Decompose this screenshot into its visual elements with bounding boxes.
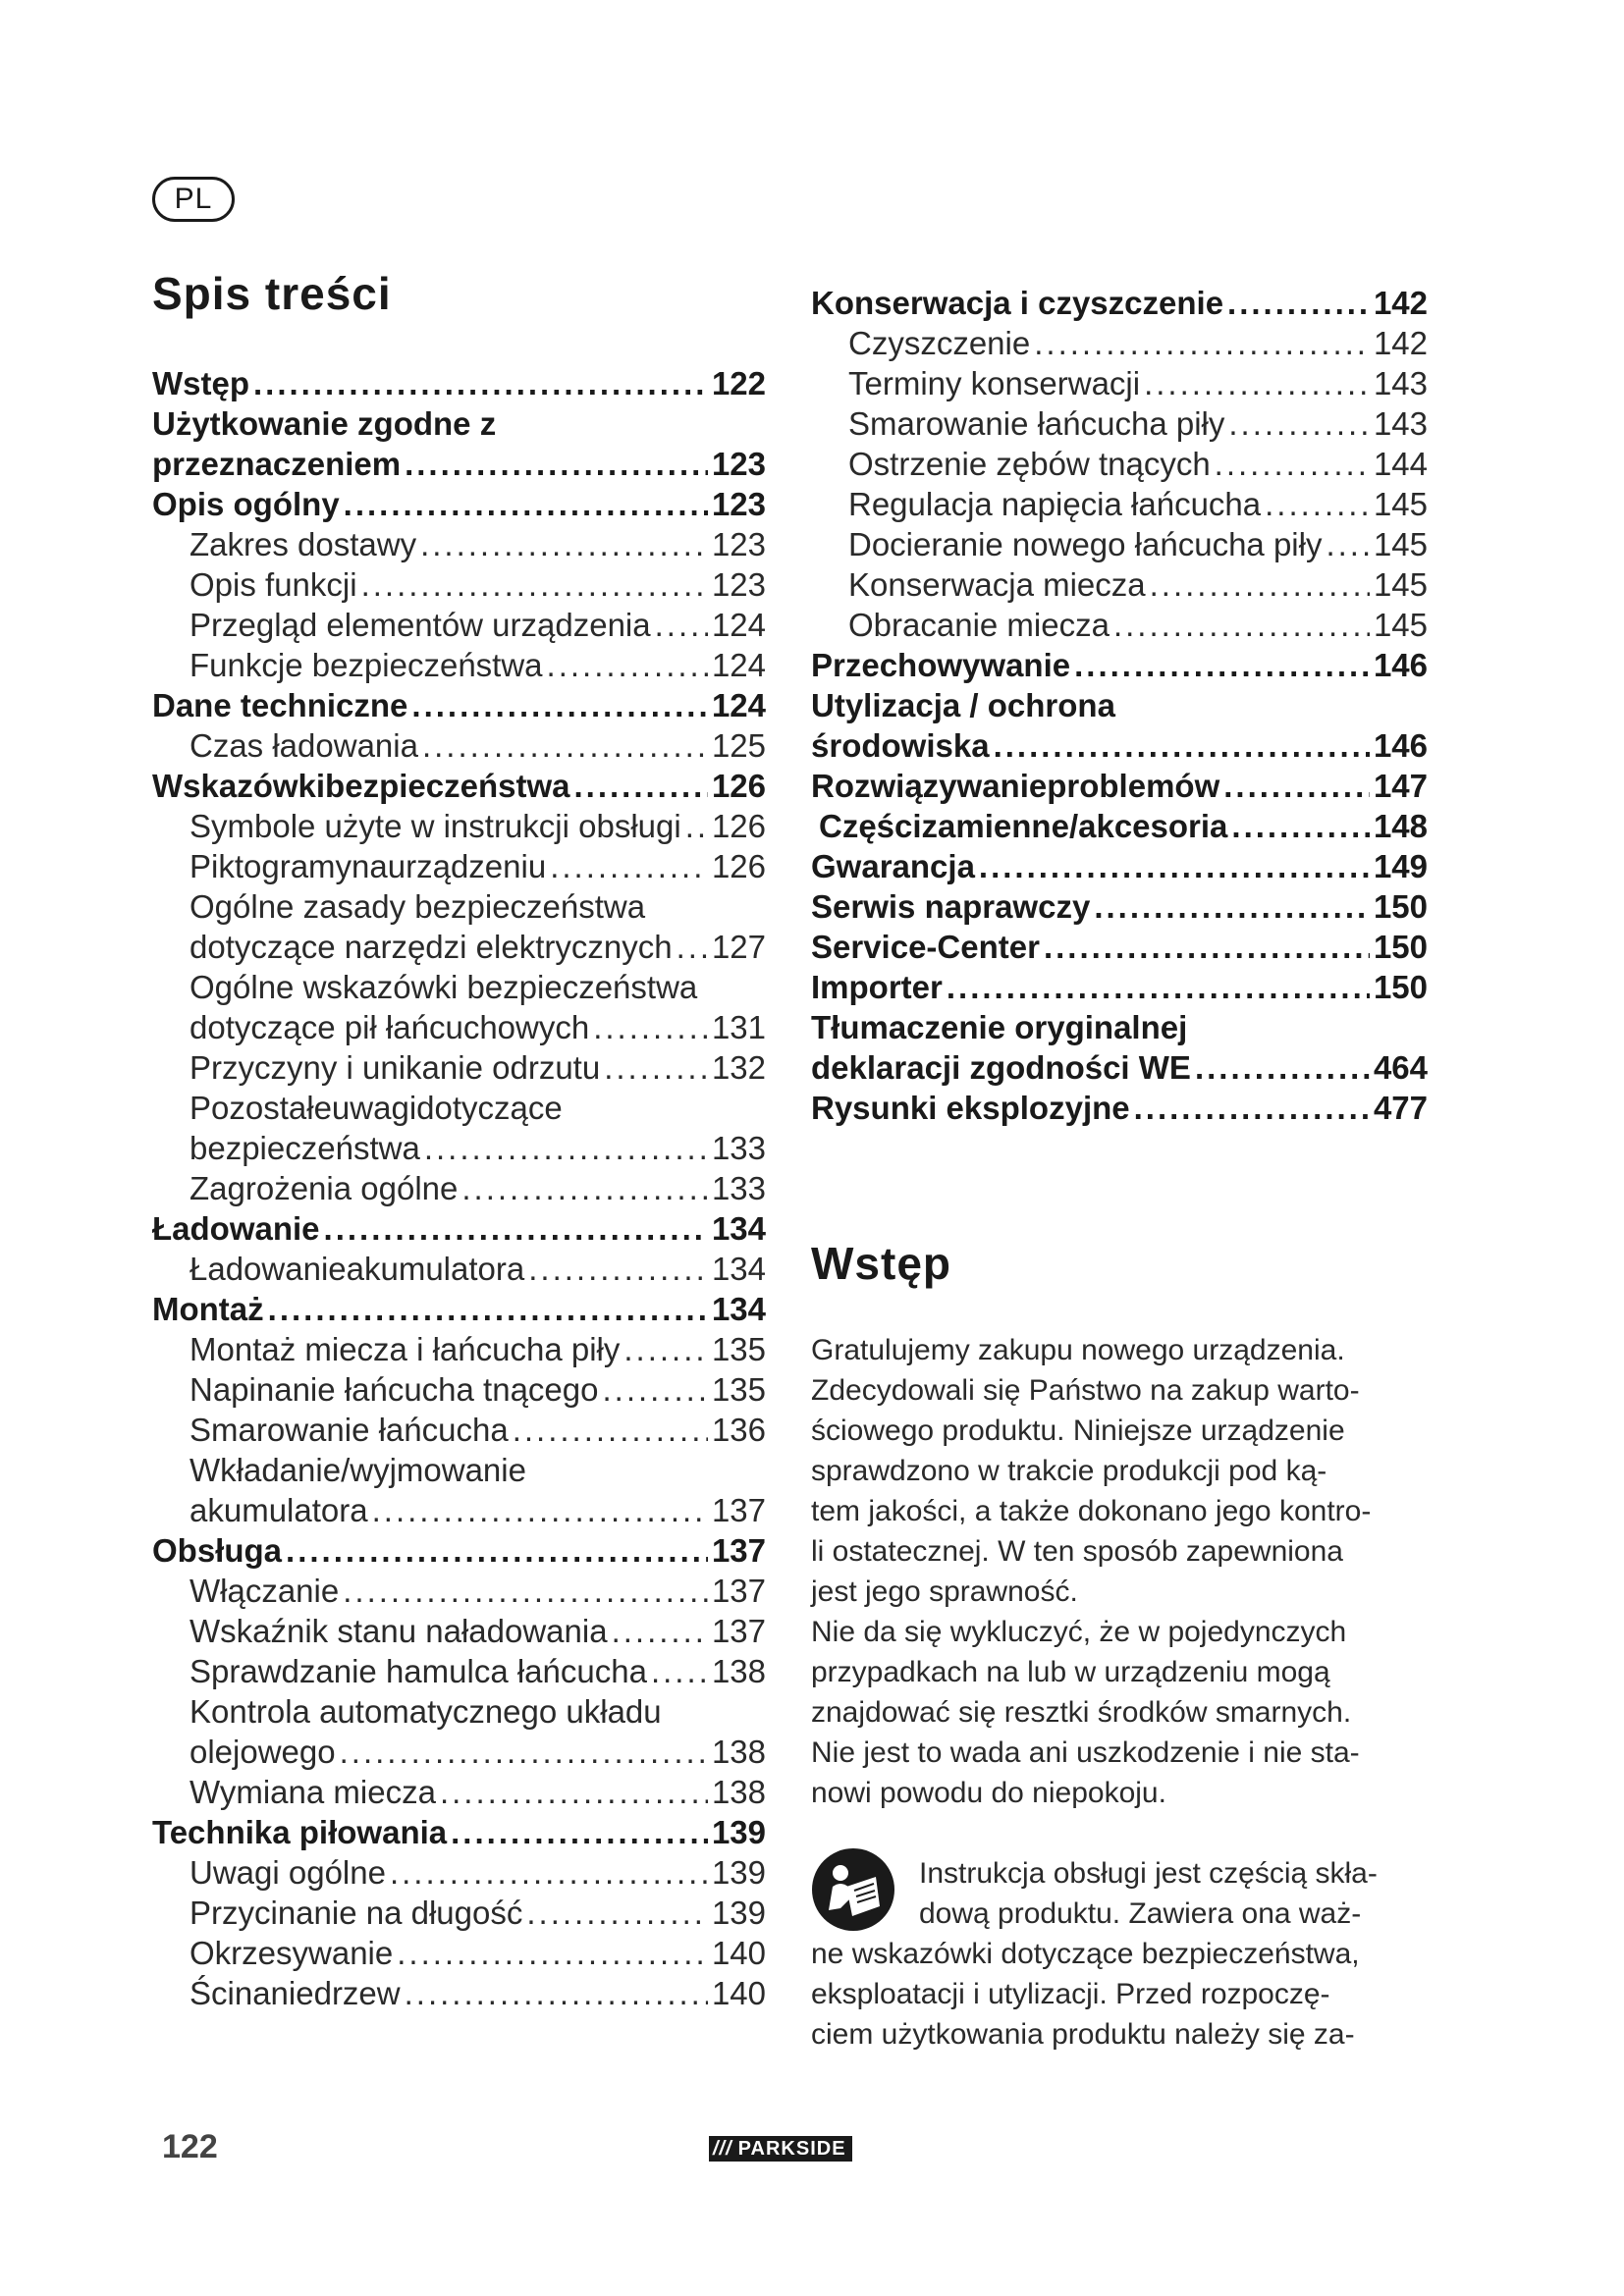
toc-leader-dots [1074,645,1370,685]
toc-entry [811,846,1428,886]
toc-entry-page: 123 [711,486,766,522]
page-number: 122 [162,2128,218,2165]
toc-leader-dots [1044,927,1370,967]
toc-subentry [811,524,1428,564]
toc-entry [811,766,1428,806]
toc-entry-continued: Utylizacja / ochrona [811,687,1115,723]
text-line: Nie jest to wada ani uszkodzenie i nie sta- [811,1736,1360,1769]
toc-entry-continued: Użytkowanie zgodne z [152,405,497,442]
toc-entry-page: 134 [711,1210,766,1247]
toc-entry-title: Przyczyny i unikanie odrzutu [189,1049,601,1086]
toc-subentry [152,1852,766,1893]
toc-subentry [152,725,766,766]
toc-entry-page: 150 [1373,929,1428,965]
toc-entry-page: 146 [1373,647,1428,683]
toc-entry-page: 137 [711,1532,766,1569]
toc-entry-title: Włączanie [189,1573,340,1609]
toc-entry [811,645,1428,685]
toc-title: Spis treści [152,268,392,319]
toc-entry-title: Konserwacja miecza [848,566,1146,603]
toc-leader-dots [1150,564,1370,605]
toc-entry-title: akumulatora [189,1492,368,1528]
toc-subentry [152,605,766,645]
toc-leader-dots [424,1128,708,1168]
toc-entry [152,685,766,725]
toc-leader-dots [324,1208,708,1249]
toc-entry-page: 131 [711,1009,766,1045]
toc-entry-page: 138 [711,1774,766,1810]
toc-entry-title: Opis funkcji [189,566,357,603]
toc-entry-title: Przycinanie na długość [189,1895,523,1931]
toc-subentry [152,1007,766,1047]
language-badge: PL [152,177,235,222]
toc-entry [811,1088,1428,1128]
toc-subentry [811,363,1428,403]
manual-note [811,1853,1428,2055]
toc-entry-title: Regulacja napięcia łańcucha [848,486,1262,522]
toc-subentry [152,1490,766,1530]
toc-right-column [811,283,1428,1128]
toc-entry-title: dotyczące pił łańcuchowych [189,1009,590,1045]
toc-subentry [152,1651,766,1691]
toc-leader-dots [513,1410,708,1450]
toc-leader-dots [526,1893,708,1933]
toc-leader-dots [1195,1047,1370,1088]
text-line: Nie da się wykluczyć, że w pojedynczych [811,1616,1347,1648]
toc-subentry [811,484,1428,524]
parkside-logo [709,2136,852,2162]
toc-entry [152,484,766,524]
toc-subentry [152,1168,766,1208]
toc-entry-page: 144 [1373,446,1428,482]
toc-entry-title: Technika piłowania [152,1814,448,1850]
toc-leader-dots [623,1329,708,1369]
toc-entry-page: 123 [711,446,766,482]
toc-entry-page: 148 [1373,808,1428,844]
toc-subentry [152,1047,766,1088]
toc-subentry [152,1973,766,2013]
toc-entry [152,1530,766,1571]
toc-subentry [152,1128,766,1168]
toc-entry-page: 133 [711,1170,766,1206]
text-line: eksploatacji i utylizacji. Przed rozpoczę- [811,1978,1330,2010]
toc-subentry [152,524,766,564]
toc-subentry [152,1611,766,1651]
toc-entry-page: 124 [711,647,766,683]
toc-leader-dots [1113,605,1370,645]
intro-paragraph [811,1330,1428,1813]
toc-entry-page: 135 [711,1371,766,1408]
toc-leader-dots [343,1571,708,1611]
text-line: ciem użytkowania produktu należy się za- [811,2018,1355,2051]
toc-leader-dots [1094,886,1370,927]
toc-leader-dots [451,1812,708,1852]
toc-entry-page: 137 [711,1573,766,1609]
text-line: ne wskazówki dotyczące bezpieczeństwa, [811,1938,1360,1970]
toc-leader-dots [1228,403,1370,444]
toc-leader-dots [461,1168,708,1208]
toc-entry-page: 127 [711,929,766,965]
toc-entry-page: 464 [1373,1049,1428,1086]
toc-entry-continued: Ogólne wskazówki bezpieczeństwa [189,969,698,1005]
toc-entry-title: Ładowanie [152,1210,320,1247]
toc-subentry [152,1732,766,1772]
brand-name: PARKSIDE [737,2137,846,2160]
toc-entry [811,283,1428,323]
text-line: sprawdzono w trakcie produkcji pod ką- [811,1455,1327,1487]
toc-entry [152,766,766,806]
toc-entry-page: 150 [1373,969,1428,1005]
toc-subentry [152,1329,766,1369]
toc-subentry [811,323,1428,363]
toc-leader-dots [405,1973,708,2013]
toc-entry-title: Rozwiązywanieproblemów [811,768,1220,804]
toc-leader-dots [979,846,1370,886]
toc-entry-page: 123 [711,526,766,562]
toc-leader-dots [1034,323,1370,363]
toc-leader-dots [344,484,708,524]
toc-entry-title: Wstęp [152,365,249,401]
text-line: Gratulujemy zakupu nowego urządzenia. [811,1334,1345,1366]
toc-entry-title: Wskazówkibezpieczeństwa [152,768,570,804]
brand-slashes: /// [713,2137,732,2160]
toc-entry-title: Service-Center [811,929,1040,965]
toc-subentry [811,403,1428,444]
text-line: przypadkach na lub w urządzeniu mogą [811,1656,1330,1688]
toc-entry-title: Zakres dostawy [189,526,417,562]
toc-entry-page: 138 [711,1653,766,1689]
toc-entry-continued: Tłumaczenie oryginalnej [811,1009,1188,1045]
toc-entry-page: 149 [1373,848,1428,884]
toc-subentry [152,806,766,846]
toc-entry-page: 124 [711,607,766,643]
toc-entry [811,725,1428,766]
toc-entry-title: Czyszczenie [848,325,1031,361]
toc-entry-title: Piktogramynaurządzeniu [189,848,547,884]
toc-subentry [811,564,1428,605]
toc-entry-page: 142 [1373,285,1428,321]
toc-leader-dots [372,1490,708,1530]
toc-entry-page: 142 [1373,325,1428,361]
toc-entry-title: Wymiana miecza [189,1774,436,1810]
toc-entry-title: Docieranie nowego łańcucha piły [848,526,1323,562]
toc-entry-page: 145 [1373,526,1428,562]
toc-entry-title: Częścizamienne/akcesoria [819,808,1228,844]
toc-leader-dots [677,927,708,967]
toc-entry-title: bezpieczeństwa [189,1130,420,1166]
toc-leader-dots [1144,363,1370,403]
toc-leader-dots [361,564,708,605]
toc-entry-title: olejowego [189,1734,336,1770]
toc-entry [152,1208,766,1249]
toc-leader-dots [655,605,708,645]
toc-entry-page: 122 [711,365,766,401]
toc-entry-title: Wskaźnik stanu naładowania [189,1613,608,1649]
toc-entry-title: Napinanie łańcucha tnącego [189,1371,599,1408]
toc-subentry [152,1772,766,1812]
toc-entry-title: dotyczące narzędzi elektrycznych [189,929,673,965]
toc-entry-continued: Ogólne zasady bezpieczeństwa [189,888,646,925]
toc-subentry [152,927,766,967]
toc-leader-dots [286,1530,708,1571]
toc-leader-dots [411,685,708,725]
toc-entry-page: 477 [1373,1090,1428,1126]
toc-entry-title: Okrzesywanie [189,1935,394,1971]
toc-entry-page: 145 [1373,566,1428,603]
toc-leader-dots [528,1249,708,1289]
toc-entry-page: 140 [711,1975,766,2011]
toc-leader-dots [253,363,708,403]
toc-entry-title: Ścinaniedrzew [189,1975,401,2011]
toc-subentry [152,564,766,605]
toc-entry-title: Montaż miecza i łańcucha piły [189,1331,621,1367]
toc-entry [152,444,766,484]
toc-leader-dots [593,1007,708,1047]
toc-entry-title: Ładowanieakumulatora [189,1251,525,1287]
toc-entry-page: 126 [711,848,766,884]
toc-leader-dots [947,967,1370,1007]
toc-entry-title: Smarowanie łańcucha [189,1412,509,1448]
toc-entry-page: 134 [711,1291,766,1327]
toc-leader-dots [420,524,708,564]
toc-entry-page: 139 [711,1895,766,1931]
toc-entry [152,363,766,403]
toc-entry-title: Funkcje bezpieczeństwa [189,647,543,683]
toc-subentry [152,1933,766,1973]
toc-leader-dots [573,766,707,806]
toc-entry-page: 136 [711,1412,766,1448]
toc-leader-dots [547,645,708,685]
toc-entry-page: 123 [711,566,766,603]
toc-entry-title: Montaż [152,1291,264,1327]
toc-entry-title: Zagrożenia ogólne [189,1170,459,1206]
toc-entry-page: 132 [711,1049,766,1086]
toc-entry-title: deklaracji zgodności WE [811,1049,1191,1086]
text-line: nowi powodu do niepokoju. [811,1777,1166,1809]
toc-leader-dots [651,1651,708,1691]
toc-leader-dots [1223,766,1370,806]
toc-leader-dots [1134,1088,1370,1128]
toc-entry-page: 143 [1373,365,1428,401]
toc-entry-title: Ostrzenie zębów tnących [848,446,1211,482]
toc-leader-dots [422,725,708,766]
toc-leader-dots [685,806,708,846]
text-line: ściowego produktu. Niniejsze urządzenie [811,1415,1345,1447]
toc-leader-dots [397,1933,708,1973]
toc-entry-title: Przegląd elementów urządzenia [189,607,651,643]
toc-leader-dots [405,444,708,484]
toc-leader-dots [1227,283,1370,323]
toc-subentry [152,1249,766,1289]
toc-subentry [152,1571,766,1611]
toc-entry-page: 139 [711,1854,766,1891]
toc-entry-title: Gwarancja [811,848,975,884]
text-line: jest jego sprawność. [811,1575,1078,1608]
toc-leader-dots [268,1289,708,1329]
toc-entry-continued: Pozostałeuwagidotyczące [189,1090,563,1126]
toc-entry-page: 137 [711,1492,766,1528]
toc-entry-title: Sprawdzanie hamulca łańcucha [189,1653,647,1689]
toc-subentry [152,1410,766,1450]
text-line: li ostatecznej. W ten sposób zapewniona [811,1535,1343,1568]
toc-entry-continued: Kontrola automatycznego układu [189,1693,662,1730]
toc-leader-dots [604,1047,708,1088]
toc-entry-page: 145 [1373,607,1428,643]
toc-leader-dots [1265,484,1370,524]
toc-subentry [152,645,766,685]
text-line: znajdować się resztki środków smarnych. [811,1696,1352,1729]
toc-leader-dots [390,1852,708,1893]
text-line: Zdecydowali się Państwo na zakup warto- [811,1374,1360,1407]
toc-subentry [152,1369,766,1410]
toc-entry-page: 124 [711,687,766,723]
toc-entry-page: 147 [1373,768,1428,804]
toc-entry [811,1047,1428,1088]
toc-leader-dots [550,846,708,886]
toc-leader-dots [612,1611,708,1651]
toc-entry-continued: Wkładanie/wyjmowanie [189,1452,526,1488]
toc-leader-dots [340,1732,708,1772]
toc-entry-title: Opis ogólny [152,486,340,522]
toc-entry [152,1289,766,1329]
toc-entry-title: Serwis naprawczy [811,888,1091,925]
toc-entry-page: 126 [711,768,766,804]
toc-entry-title: przeznaczeniem [152,446,402,482]
toc-entry-page: 135 [711,1331,766,1367]
toc-entry-page: 138 [711,1734,766,1770]
toc-entry-page: 145 [1373,486,1428,522]
toc-subentry [152,1893,766,1933]
toc-entry [811,806,1428,846]
toc-entry-page: 134 [711,1251,766,1287]
toc-entry-title: Czas ładowania [189,727,418,764]
toc-leader-dots [994,725,1370,766]
toc-entry-title: Symbole użyte w instrukcji obsługi [189,808,681,844]
toc-entry-title: Obracanie miecza [848,607,1110,643]
toc-entry-page: 126 [711,808,766,844]
toc-leader-dots [440,1772,708,1812]
toc-subentry [811,444,1428,484]
toc-entry-page: 143 [1373,405,1428,442]
toc-leader-dots [1215,444,1370,484]
toc-entry-page: 146 [1373,727,1428,764]
toc-entry-title: Dane techniczne [152,687,408,723]
toc-entry-title: Rysunki eksplozyjne [811,1090,1130,1126]
toc-entry-page: 125 [711,727,766,764]
text-line: Instrukcja obsługi jest częścią skła- [919,1857,1378,1890]
toc-leader-dots [1326,524,1369,564]
toc-entry-page: 140 [711,1935,766,1971]
toc-entry [811,886,1428,927]
toc-subentry [152,846,766,886]
toc-entry-title: Przechowywanie [811,647,1071,683]
toc-entry-title: Konserwacja i czyszczenie [811,285,1224,321]
toc-entry [152,1812,766,1852]
toc-entry [811,967,1428,1007]
toc-entry-page: 139 [711,1814,766,1850]
toc-left-column [152,363,766,2013]
toc-entry-title: Smarowanie łańcucha piły [848,405,1225,442]
intro-heading: Wstęp [811,1238,951,1289]
toc-leader-dots [602,1369,707,1410]
toc-entry-page: 133 [711,1130,766,1166]
text-line: tem jakości, a także dokonano jego kontro- [811,1495,1372,1527]
toc-entry-title: Terminy konserwacji [848,365,1141,401]
toc-leader-dots [1231,806,1370,846]
toc-entry-title: Importer [811,969,943,1005]
toc-subentry [811,605,1428,645]
toc-entry [811,927,1428,967]
toc-entry-title: środowiska [811,727,990,764]
toc-entry-page: 150 [1373,888,1428,925]
text-line: dową produktu. Zawiera ona waż- [919,1897,1362,1930]
toc-entry-title: Obsługa [152,1532,283,1569]
toc-entry-title: Uwagi ogólne [189,1854,386,1891]
toc-entry-page: 137 [711,1613,766,1649]
